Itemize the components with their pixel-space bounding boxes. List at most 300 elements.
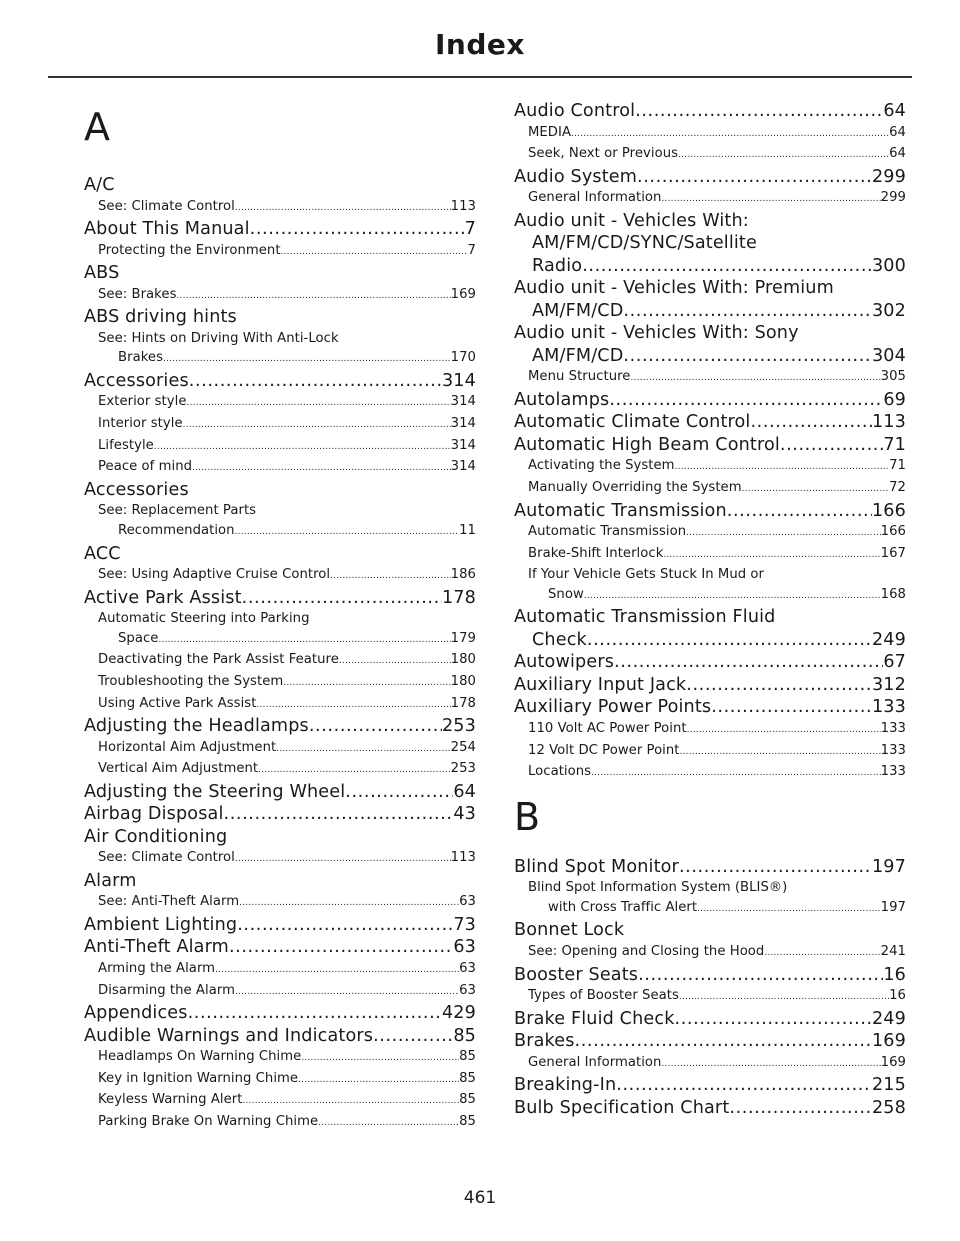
leader-dots [575,1030,872,1053]
leader-dots [330,565,451,587]
section-letter-a: A [84,105,110,149]
index-main-entry [514,500,906,523]
leader-dots [224,803,454,826]
leader-dots [309,715,442,738]
entry-title: ABS driving hints [84,307,237,328]
entry-title: Parking Brake On Warning Chime [98,1113,319,1129]
index-entry-line [514,1097,906,1120]
entry-title: Troubleshooting the System [98,673,284,689]
index-main-entry [514,434,906,457]
leader-dots [256,694,450,716]
index-entry-line [98,1090,476,1112]
page-reference-link[interactable]: 258 [871,1097,906,1118]
index-entry-line [514,856,906,879]
index-entry-line [98,759,476,781]
entry-title: Arming the Alarm [98,960,216,976]
entry-title: Deactivating the Park Assist Feature [98,652,339,668]
leader-dots [680,741,881,763]
entry-title: Active Park Assist [84,587,242,608]
index-sub-entry [84,981,476,1003]
leader-dots [250,218,465,241]
index-entry-line [98,959,476,981]
leader-dots [616,1074,872,1097]
page-reference-link[interactable]: 11 [459,522,476,538]
page-reference-link[interactable]: 169 [450,286,476,302]
leader-dots [187,392,451,414]
index-entry-line [84,781,476,804]
page-reference-link[interactable]: 133 [880,742,906,758]
index-entry-line [514,255,906,278]
page-reference-link[interactable]: 64 [883,101,906,121]
entry-title: Breaking-In [514,1075,617,1096]
index-entry-line [98,1047,476,1069]
entry-title: Bonnet Lock [514,920,625,941]
entry-title: Space [118,630,159,646]
index-entry-line [98,565,476,587]
page-reference-link[interactable]: 302 [871,300,906,321]
leader-dots [750,411,872,434]
entry-title: 12 Volt DC Power Point [528,742,680,758]
entry-title: Locations [528,764,592,780]
index-main-entry [514,411,906,434]
page-reference-link[interactable]: 63 [459,960,476,976]
page-header [48,28,912,61]
entry-title: Appendices [84,1003,188,1024]
leader-dots [189,370,442,393]
page-reference-link[interactable]: 85 [453,1025,476,1046]
index-main-entry [514,696,906,719]
page-reference-link[interactable]: 73 [453,914,476,935]
index-entry-line [528,188,906,210]
page-reference-link[interactable]: 168 [880,586,906,602]
index-entry-line [514,629,906,652]
index-sub-entry [84,959,476,981]
page-number: 461 [463,1188,497,1208]
index-entry-line [98,848,476,870]
page-reference-link[interactable]: 180 [450,652,476,668]
leader-dots [154,436,451,458]
index-sub-entry [84,436,476,458]
index-sub-entry [514,367,906,389]
leader-dots [780,434,883,457]
page-reference-link[interactable]: 314 [450,437,476,453]
index-entry-line [98,892,476,914]
index-main-entry [514,856,906,879]
page-reference-link[interactable]: 186 [450,567,476,583]
index-sub-entry [514,478,906,500]
index-main-entry [84,1002,476,1025]
index-entry-line [528,898,906,920]
index-sub-entry [514,1053,906,1075]
entry-title: Disarming the Alarm [98,982,235,998]
entry-title: Auxiliary Input Jack [514,674,687,695]
index-main-entry [514,277,906,322]
index-entry-line [98,392,476,414]
index-entry-line [528,478,906,500]
entry-title: Brakes [118,350,164,366]
entry-title: Automatic High Beam Control [514,434,780,455]
index-main-entry [84,174,476,197]
page-reference-link[interactable]: 133 [880,764,906,780]
page-reference-link[interactable]: 314 [450,459,476,475]
page-reference-link[interactable]: 304 [871,345,906,366]
index-entry-line [98,197,476,219]
page-reference-link[interactable]: 16 [883,964,906,985]
entry-title: Accessories [84,479,189,500]
leader-dots [242,1090,459,1112]
leader-dots [661,188,880,210]
entry-title: Automatic Transmission [528,524,687,540]
page-reference-link[interactable]: 429 [441,1003,476,1024]
page-reference-link[interactable]: 7 [464,219,476,240]
entry-title: See: Using Adaptive Cruise Control [98,567,331,583]
entry-title: Peace of mind [98,459,193,475]
page-reference-link[interactable]: 170 [450,350,476,366]
page-reference-link[interactable]: 178 [450,695,476,711]
leader-dots [192,457,451,479]
index-main-entry [84,218,476,241]
leader-dots [582,255,872,278]
index-main-entry [84,914,476,937]
index-entry-line [98,1069,476,1091]
entry-title: Vertical Aim Adjustment [98,761,259,777]
index-entry-line [98,436,476,458]
leader-dots [235,521,460,543]
page-reference-link[interactable]: 113 [450,850,476,866]
page-reference-link[interactable]: 166 [880,524,906,540]
leader-dots [675,456,890,478]
entry-title: Brake-Shift Interlock [528,545,664,561]
entry-title-line: Blind Spot Information System (BLIS®) [528,880,788,896]
page-reference-link[interactable]: 253 [441,716,476,737]
leader-dots [183,414,451,436]
page-reference-link[interactable]: 64 [889,146,906,162]
entry-title: Adjusting the Steering Wheel [84,781,346,802]
page-reference-link[interactable]: 63 [459,982,476,998]
entry-title: General Information [528,190,662,206]
entry-title: Manually Overriding the System [528,479,742,495]
index-entry-line [528,942,906,964]
page-reference-link[interactable]: 299 [871,166,906,187]
leader-dots [614,651,883,674]
index-entry-line [514,964,906,987]
index-main-entry [84,587,476,610]
index-entry-line [84,1025,476,1048]
page-reference-link[interactable]: 71 [883,434,906,455]
index-main-entry [84,803,476,826]
index-entry-line [514,300,906,323]
index-entry-line [528,1053,906,1075]
index-sub-entry [514,762,906,784]
index-main-entry [84,262,476,285]
index-entry-line [514,651,906,674]
entry-title: Audio System [514,166,638,187]
page-reference-link[interactable]: 300 [871,255,906,276]
index-entry-line [528,144,906,166]
page-reference-link[interactable]: 253 [450,761,476,777]
index-sub-entry [84,759,476,781]
index-sub-entry [514,123,906,145]
index-sub-entry [84,329,476,370]
page-reference-link[interactable]: 7 [467,242,476,258]
page-reference-link[interactable]: 64 [453,781,476,802]
entry-title: Using Active Park Assist [98,695,257,711]
entry-title: Key in Ignition Warning Chime [98,1070,299,1086]
entry-title: Automatic Climate Control [514,412,751,433]
leader-dots [711,696,872,719]
index-column-right [514,100,906,1119]
leader-dots [276,738,450,760]
page-reference-link[interactable]: 197 [880,899,906,915]
leader-dots [591,762,881,784]
index-main-entry [514,1008,906,1031]
index-entry-line [514,100,906,123]
leader-dots [587,629,872,652]
index-entry-line [98,650,476,672]
entry-title: Radio [532,255,583,276]
leader-dots [235,981,459,1003]
leader-dots [638,964,883,987]
leader-dots [235,197,451,219]
entry-title: AM/FM/CD [532,300,624,321]
index-sub-entry [84,848,476,870]
leader-dots [661,1053,880,1075]
entry-title-line: Audio unit - Vehicles With: Sony [514,323,799,344]
index-main-entry [84,826,476,849]
index-entry-line [528,585,906,607]
entry-title-line: AM/FM/CD/SYNC/Satellite [532,233,757,254]
entry-title: Protecting the Environment [98,242,281,258]
entry-title: Types of Booster Seats [528,988,679,1003]
index-entry-line [514,434,906,457]
index-entry-line [84,218,476,241]
entry-title: Auxiliary Power Points [514,697,712,718]
leader-dots [215,959,459,981]
leader-dots [686,522,881,544]
index-entry-line [528,522,906,544]
entry-title: Headlamps On Warning Chime [98,1049,302,1065]
index-sub-entry [514,522,906,544]
page-reference-link[interactable]: 299 [880,190,906,206]
page-reference-link[interactable]: 314 [441,370,476,391]
index-entry-line [98,241,476,263]
entry-title: Interior style [98,416,183,432]
leader-dots [318,1112,459,1134]
entry-title: Audio Control [514,101,636,121]
page-reference-link[interactable]: 85 [459,1049,476,1065]
entry-title: Adjusting the Headlamps [84,716,309,737]
page-reference-link[interactable]: 113 [450,198,476,214]
index-entry-line [514,411,906,434]
index-main-entry [514,674,906,697]
index-main-entry [514,606,906,651]
index-main-entry [514,166,906,189]
index-main-entry [84,781,476,804]
index-main-entry [84,479,476,502]
page-reference-link[interactable]: 249 [871,1008,906,1029]
index-entry-line [84,826,476,849]
index-entry-line [528,762,906,784]
entry-title: Accessories [84,370,189,391]
page-reference-link[interactable]: 43 [453,804,476,825]
page-reference-link[interactable]: 85 [459,1092,476,1108]
index-main-entry [514,389,906,412]
entry-title: Horizontal Aim Adjustment [98,739,277,755]
index-sub-entry [514,986,906,1008]
leader-dots [679,856,872,879]
index-sub-entry [84,241,476,263]
index-main-entry [514,1030,906,1053]
page-reference-link[interactable]: 71 [889,458,906,474]
entry-title: Audible Warnings and Indicators [84,1025,374,1046]
page-reference-link[interactable]: 169 [871,1031,906,1052]
index-main-entry [514,100,906,123]
index-main-entry [84,715,476,738]
page-reference-link[interactable]: 180 [450,673,476,689]
page-reference-link[interactable]: 314 [450,394,476,410]
leader-dots [229,936,453,959]
page-reference-link[interactable]: 133 [880,720,906,736]
page-reference-link[interactable]: 16 [889,988,906,1003]
entry-title: Autolamps [514,389,610,410]
index-entry-line [514,696,906,719]
index-sub-entry [514,188,906,210]
leader-dots [163,348,451,370]
index-entry-line [528,123,906,145]
leader-dots [301,1047,459,1069]
index-entry-line [84,1002,476,1025]
entry-title: Ambient Lighting [84,914,238,935]
index-entry-line [84,870,476,893]
entry-title: Airbag Disposal [84,804,224,825]
index-entry-line [514,1008,906,1031]
index-sub-entry [84,197,476,219]
page-reference-link[interactable]: 85 [459,1070,476,1086]
entry-title-line: See: Hints on Driving With Anti-Lock [98,330,339,346]
index-sub-entry [84,1090,476,1112]
index-sub-entry [514,719,906,741]
index-entry-line [528,719,906,741]
leader-dots [630,367,880,389]
page-reference-link[interactable]: 169 [880,1054,906,1070]
index-entry-line [98,285,476,307]
index-entry-line [98,629,476,651]
entry-title: A/C [84,175,115,195]
entry-title: ACC [84,543,121,564]
entry-title: See: Brakes [98,286,177,302]
leader-dots [239,892,459,914]
page-reference-link[interactable]: 215 [871,1075,906,1096]
index-entry-line [528,456,906,478]
entry-title-line: Automatic Transmission Fluid [514,607,776,628]
index-sub-entry [84,609,476,650]
entry-title: Bulb Specification Chart [514,1097,730,1118]
index-entry-line [98,672,476,694]
page-title: Index [435,28,525,61]
entry-title: ABS [84,263,120,284]
header-divider [48,76,912,78]
leader-dots [283,672,450,694]
index-entry-line [514,500,906,523]
index-entry-line [514,389,906,412]
page-reference-link[interactable]: 314 [450,416,476,432]
leader-dots [727,500,872,523]
entry-title: Activating the System [528,458,675,474]
entry-title: General Information [528,1054,662,1070]
page-reference-link[interactable]: 63 [453,937,476,958]
entry-title-line: See: Replacement Parts [98,503,257,519]
leader-dots [176,285,450,307]
index-main-entry [84,306,476,329]
page-reference-link[interactable]: 179 [450,630,476,646]
entry-title: Check [532,629,587,650]
index-main-entry [84,870,476,893]
index-entry-line [514,1030,906,1053]
entry-title: About This Manual [84,219,250,240]
index-sub-entry [514,544,906,566]
index-sub-entry [84,1069,476,1091]
page-reference-link[interactable]: 312 [871,674,906,695]
page-reference-link[interactable]: 305 [880,369,906,385]
index-entry-line [528,367,906,389]
page-reference-link[interactable]: 197 [871,856,906,877]
leader-dots [188,1002,442,1025]
page-reference-link[interactable]: 63 [459,894,476,910]
page-reference-link[interactable]: 254 [450,739,476,755]
entry-title: Brakes [514,1031,575,1052]
page-reference-link[interactable]: 64 [889,124,906,140]
page-reference-link[interactable]: 167 [880,545,906,561]
entry-title: Air Conditioning [84,826,228,847]
leader-dots [623,300,872,323]
page-reference-link[interactable]: 85 [459,1113,476,1129]
index-sub-entry [84,1047,476,1069]
leader-dots [637,166,872,189]
page-reference-link[interactable]: 67 [883,652,906,673]
leader-dots [339,650,451,672]
page-reference-link[interactable]: 241 [880,943,906,959]
leader-dots [242,587,442,610]
index-sub-entry [84,565,476,587]
page-reference-link[interactable]: 178 [441,587,476,608]
leader-dots [686,674,872,697]
page-reference-link[interactable]: 72 [889,479,906,495]
leader-dots [623,345,872,368]
leader-dots [764,942,880,964]
leader-dots [298,1069,459,1091]
index-sub-entry [84,414,476,436]
index-sub-entry [84,501,476,542]
entry-title: Recommendation [118,522,235,538]
index-main-entry [514,651,906,674]
entry-title: Alarm [84,870,137,891]
index-entry-line [98,521,476,543]
leader-dots [679,986,889,1008]
entry-title: Lifestyle [98,437,154,453]
index-sub-entry [514,741,906,763]
entry-title: Autowipers [514,652,615,673]
index-sub-entry [514,144,906,166]
index-sub-entry [84,457,476,479]
page-reference-link[interactable]: 249 [871,629,906,650]
leader-dots [571,123,889,145]
entry-title-line: If Your Vehicle Gets Stuck In Mud or [528,567,764,583]
page-reference-link[interactable]: 113 [871,412,906,433]
page-reference-link[interactable]: 133 [871,697,906,718]
page-reference-link[interactable]: 166 [871,500,906,521]
page-reference-link[interactable]: 69 [883,389,906,410]
index-sub-entry [84,392,476,414]
